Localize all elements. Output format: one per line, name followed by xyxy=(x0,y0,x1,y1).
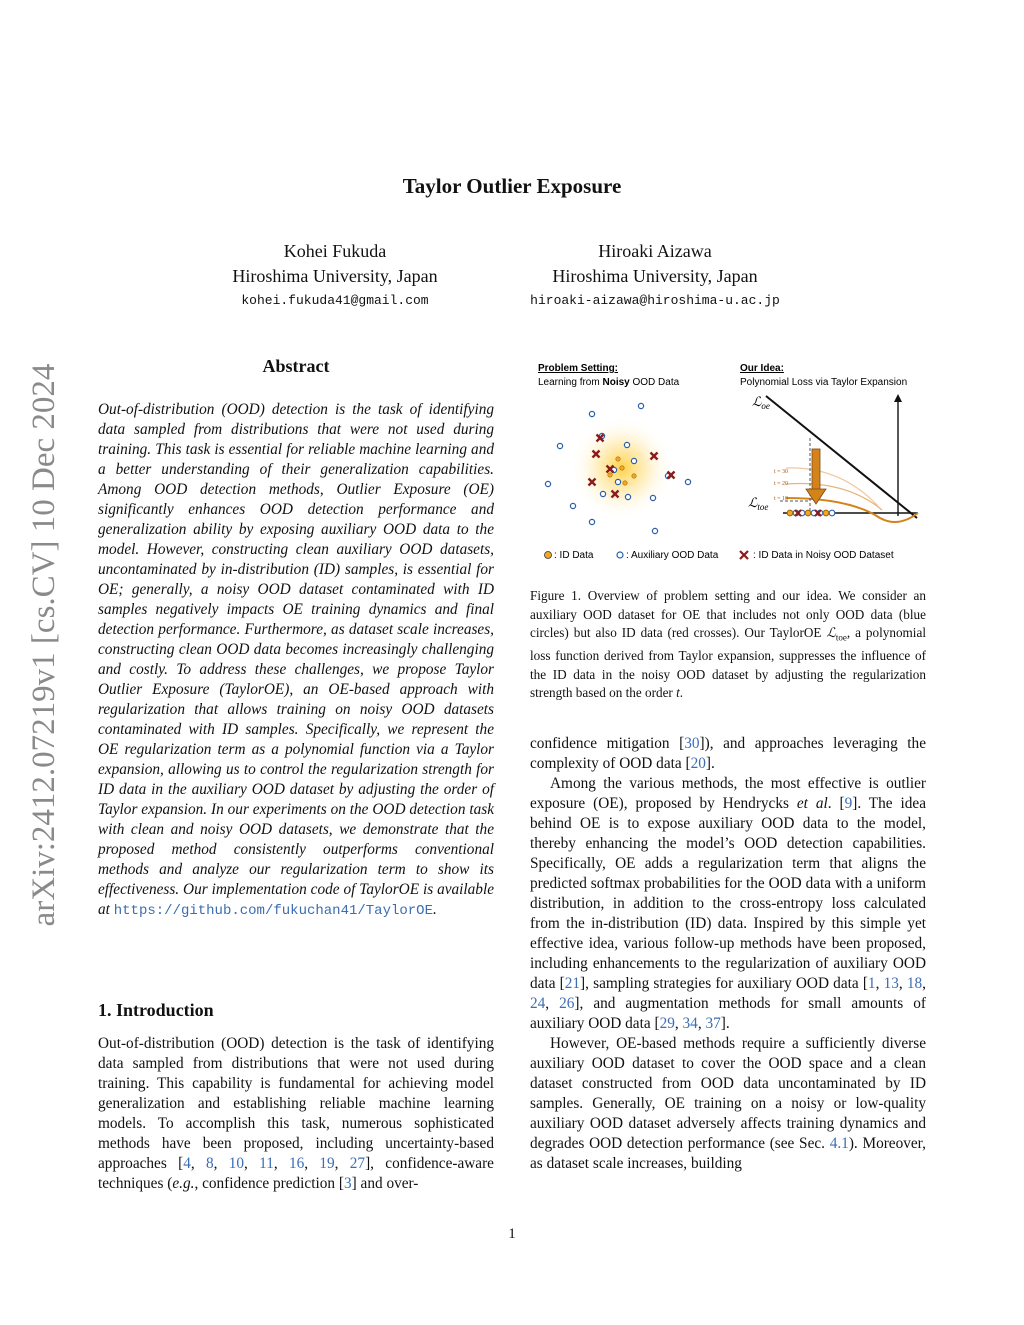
legend-noisy-icon xyxy=(740,551,748,559)
aux-point xyxy=(589,519,594,524)
fig-left-title: Problem Setting: xyxy=(538,363,619,374)
sub-b: OOD Data xyxy=(629,377,680,388)
caption-t: t xyxy=(676,685,680,701)
citation[interactable]: 27 xyxy=(349,1155,366,1172)
legend-aux-icon xyxy=(617,552,623,558)
paragraph: Among the various methods, the most effective is outlier exposure (OE), proposed by Hendrycks et al. [9]. The idea behind OE is to expose auxiliary OOD data to the model, thereby enhancing the model’s OOD detection capabilities. Specifically, OE adds a regularization term that aligns the predicted softmax probabilities for the OOD data with a uniform distribution, in addition to the cross-entropy loss calculated from the in-distribution (ID) data. Inspired by this simple yet effective idea, various follow-up methods have been proposed, including enhancements to the regularization of auxiliary OOD data [21], sampling strategies for auxiliary OOD data [1, 13, 18, 24, 26], and augmentation methods for small amounts of auxiliary OOD data [29, 34, 37]. xyxy=(530,775,926,1032)
text: ]. The idea behind OE is to expose auxiliary OOD data to the model, thereby enhancing the model’s OOD detection capabilities. Specifically, OE adds a regularization term that aligns the predicted softmax probabilities for the OOD data with a uniform distribution, in addition to the cross-entropy loss calculated from the in-distribution (ID) data. Inspired by this simple yet effective idea, various follow-up methods have been proposed, including enhancements to the regularization of auxiliary OOD data [ xyxy=(530,795,926,992)
citation[interactable]: 4 xyxy=(183,1155,191,1172)
intro-heading: 1. Introduction xyxy=(98,1000,214,1020)
figure-1-graphic xyxy=(530,358,930,570)
text: ]. xyxy=(705,755,715,772)
citation[interactable]: 10 xyxy=(228,1155,245,1172)
loe-curve xyxy=(766,396,917,518)
citation[interactable]: 11 xyxy=(259,1155,274,1172)
text: ], sampling strategies for auxiliary OOD data [ xyxy=(580,975,868,992)
text: ] and over- xyxy=(351,1175,419,1192)
axis-point xyxy=(787,510,793,516)
code-link[interactable]: https://github.com/fukuchan41/TaylorOE xyxy=(113,903,433,919)
page-number: 1 xyxy=(508,1226,516,1242)
axis-point xyxy=(805,510,811,516)
abstract-text: Out-of-distribution (OOD) detection is the task of identifying data sampled from distributions that were not used during training. This task is essential for reliable machine learning and a better understanding of their generalization capabilities. Among OOD detection methods, Outlier Exposure (OE) significantly enhances OOD detection performance and generalization ability by exposing auxiliary OOD data to the model. However, constructing clean auxiliary OOD datasets, uncontaminated by in-distribution (ID) samples, is essential for OE; generally, a noisy OOD dataset contaminated with ID samples negatively impacts OE training dynamics and final detection performance. Furthermore, as dataset scale increases, constructing clean OOD data becomes increasingly challenging and costly. To address these challenges, we propose Taylor Outlier Exposure (TaylorOE), an OE-based approach with regularization that allows training on noisy OOD datasets contaminated with ID samples. Specifically, we represent the OE regularization term as a polynomial function via a Taylor expansion, allowing us to control the regularization strength for ID data in the auxiliary OOD dataset by adjusting the order of Taylor expansion. In our experiments on the OOD detection task with clean and noisy OOD datasets, we demonstrate that the proposed method consistently outperforms conventional methods and analyze our regularization term to show its effectiveness. Our implementation code of TaylorOE is available at xyxy=(98,401,494,918)
citation[interactable]: 29 xyxy=(659,1015,675,1032)
reduction-arrow-head xyxy=(806,489,826,504)
arxiv-id: arXiv:2412.07219v1 [cs.CV] 10 Dec 2024 xyxy=(26,363,62,927)
axis-points xyxy=(787,510,835,516)
citation[interactable]: 19 xyxy=(319,1155,335,1172)
aux-point xyxy=(631,458,636,463)
text: confidence mitigation [ xyxy=(530,735,685,752)
author-affiliation: Hiroshima University, Japan xyxy=(232,266,438,286)
citation[interactable]: 24 xyxy=(530,995,546,1012)
right-column-text xyxy=(530,734,926,1174)
id-point xyxy=(616,457,620,461)
text: e.g. xyxy=(172,1175,195,1192)
label-ltoe xyxy=(748,495,768,512)
citation[interactable]: 26 xyxy=(559,995,575,1012)
text: However, OE-based methods require a sufficiently diverse auxiliary OOD dataset to cover the OOD space and a clean dataset constructed from OOD data uncontaminated by ID samples. Generally, OE training on a noisy or low-quality auxiliary OOD dataset adversely affects training dynamics and degrades OOD detection performance (see Sec. xyxy=(530,1035,926,1152)
aux-point xyxy=(638,403,643,408)
legend-id-icon xyxy=(545,552,552,559)
fig-right-subtitle: Polynomial Loss via Taylor Expansion xyxy=(740,377,908,388)
axis-point xyxy=(829,510,835,516)
legend-id-label: : ID Data xyxy=(554,550,594,561)
caption-text: Figure 1. Overview of problem setting and our idea. We consider an auxiliary OOD dataset for OE that includes not only OOD data (blue circles) but also ID data (red crosses). Our TaylorOE xyxy=(530,588,926,640)
aux-point xyxy=(545,481,550,486)
aux-point xyxy=(589,411,594,416)
citation[interactable]: 16 xyxy=(288,1155,305,1172)
legend-noisy-label: : ID Data in Noisy OOD Dataset xyxy=(753,550,894,561)
author-affiliation: Hiroshima University, Japan xyxy=(552,266,758,286)
caption-text: , a polynomial loss function derived from Taylor expansion, suppresses the influence of the ID data in the noisy OOD dataset by adjusting the regularization strength based on the order xyxy=(530,625,926,701)
citation[interactable]: 30 xyxy=(684,735,700,752)
citation[interactable]: 8 xyxy=(205,1155,214,1172)
paper-title: Taylor Outlier Exposure xyxy=(402,174,622,198)
legend-aux-label: : Auxiliary OOD Data xyxy=(626,550,719,561)
aux-point xyxy=(557,443,562,448)
citation[interactable]: 37 xyxy=(705,1015,721,1032)
text: Out-of-distribution (OOD) detection is the task of identifying data sampled from distributions that were not used during training. This capability is fundamental for achieving model generalization and establishing reliable machine learning models. To accomplish this task, numerous sophisticated methods have been proposed, including uncertainty-based approaches [ xyxy=(98,1035,494,1172)
aux-point xyxy=(600,491,605,496)
aux-point xyxy=(652,528,657,533)
id-point xyxy=(608,473,612,477)
aux-point xyxy=(625,494,630,499)
author-email[interactable]: hiroaki-aizawa@hiroshima-u.ac.jp xyxy=(530,293,780,308)
text: ]. xyxy=(720,1015,730,1032)
fig-left-subtitle xyxy=(538,377,680,388)
author-name: Kohei Fukuda xyxy=(283,241,387,261)
caption-text: . xyxy=(679,685,684,701)
text: ], and augmentation methods for small amounts of auxiliary OOD data [ xyxy=(530,995,926,1032)
text: ). Moreover, as dataset scale increases, building xyxy=(530,1135,926,1172)
author-email[interactable]: kohei.fukuda41@gmail.com xyxy=(241,293,429,308)
citation[interactable]: 21 xyxy=(564,975,581,992)
caption-sub: toe xyxy=(835,632,847,643)
sub-a: Learning from xyxy=(538,377,603,388)
abstract-body xyxy=(98,400,494,921)
id-point xyxy=(620,466,624,470)
text: , confidence prediction [ xyxy=(194,1175,344,1192)
author-block-1 xyxy=(185,239,485,308)
aux-point xyxy=(685,479,690,484)
paragraph xyxy=(530,1034,926,1174)
text: ]), and approaches leveraging the complexity of OOD data [ xyxy=(530,735,926,772)
y-axis-arrow xyxy=(894,394,902,402)
citation[interactable]: 20 xyxy=(690,755,706,772)
citation[interactable]: 9 xyxy=(844,795,853,812)
aux-point xyxy=(650,495,655,500)
text: et al xyxy=(796,795,828,812)
text: Among the various methods, the most effective is outlier exposure (OE), proposed by Hendrycks xyxy=(530,775,926,812)
id-point xyxy=(632,474,636,478)
text: . [ xyxy=(827,795,845,812)
citation[interactable]: 1 xyxy=(867,975,876,992)
figure-caption xyxy=(530,587,926,703)
l-sym: ℒ xyxy=(748,495,758,510)
abstract-heading: Abstract xyxy=(262,356,330,376)
label-t20: t = 20 xyxy=(774,481,789,487)
fig-right-title: Our Idea: xyxy=(740,363,784,374)
l-sub: oe xyxy=(761,401,770,411)
intro-paragraph: Out-of-distribution (OOD) detection is the task of identifying data sampled from distributions that were not used during training. This capability is fundamental for achieving model generalization and establishing reliable machine learning models. To accomplish this task, numerous sophisticated methods have been proposed, including uncertainty-based approaches [4, 8, 10, 11, 16, 19, 27], confidence-aware techniques (e.g., confidence prediction [3] and over- xyxy=(98,1035,494,1192)
sub-bold: Noisy xyxy=(602,377,630,388)
citation[interactable]: 18 xyxy=(906,975,923,992)
l-sym: ℒ xyxy=(752,394,762,409)
label-t10: t = 10 xyxy=(774,496,789,502)
arxiv-stamp xyxy=(16,345,72,945)
axis-point xyxy=(823,510,829,516)
id-point xyxy=(623,481,627,485)
reduction-arrow-shaft xyxy=(812,449,820,491)
citation[interactable]: 3 xyxy=(343,1175,352,1192)
l-sub: toe xyxy=(757,502,769,512)
text: ], confidence-aware techniques ( xyxy=(98,1155,494,1192)
citation[interactable]: 34 xyxy=(682,1015,698,1032)
aux-point xyxy=(615,479,620,484)
citation[interactable]: 4.1 xyxy=(829,1135,849,1152)
label-t30: t = 30 xyxy=(774,469,789,475)
caption-symbol: ℒ xyxy=(826,625,836,640)
aux-point xyxy=(570,503,575,508)
abstract-end: . xyxy=(433,901,437,918)
paragraph xyxy=(530,734,926,774)
author-block-2 xyxy=(495,239,815,308)
citation[interactable]: 13 xyxy=(883,975,899,992)
figure-1 xyxy=(530,358,930,570)
aux-point xyxy=(624,442,629,447)
author-name: Hiroaki Aizawa xyxy=(598,241,712,261)
